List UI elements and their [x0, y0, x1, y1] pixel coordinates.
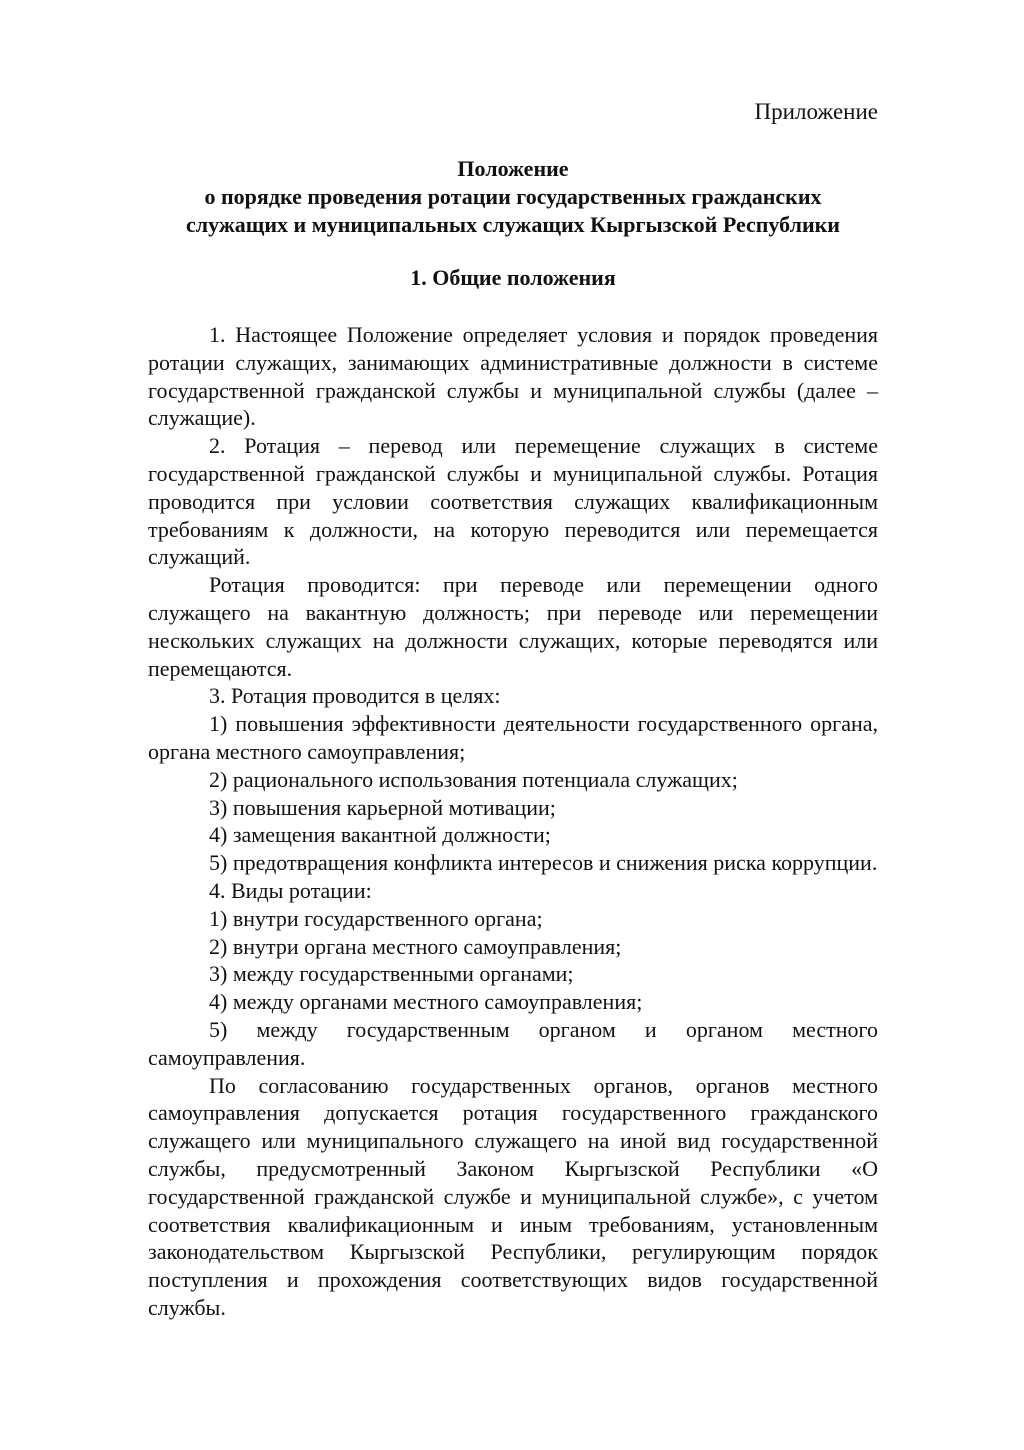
- section-heading: 1. Общие положения: [410, 265, 616, 290]
- list-item: 1) внутри государственного органа;: [209, 905, 543, 931]
- title-line: о порядке проведения ротации государственных гражданских: [204, 184, 822, 209]
- list-item: 3) повышения карьерной мотивации;: [209, 794, 556, 820]
- list-item: 5) предотвращения конфликта интересов и снижения риска коррупции.: [209, 850, 878, 876]
- paragraph: По согласованию государственных органов, органов местного самоуправления допускается ротация государственного гражданского служащего или муниципального служащего на иной вид государственной службы, предусмотренный Законом Кыргызской Республики «О государственной гражданской службе и муниципальной службе», с учетом соответствия квалификационным и иным требованиям, установленным законодательством Кыргызской Республики, регулирующим порядок поступления и прохождения соответствующих видов государственной службы.: [148, 1072, 878, 1320]
- list-item: 3) между государственными органами;: [209, 961, 574, 987]
- title-line: служащих и муниципальных служащих Кыргызской Республики: [186, 212, 840, 237]
- list-item: 2) внутри органа местного самоуправления;: [209, 933, 622, 959]
- paragraph: 3. Ротация проводится в целях:: [209, 683, 501, 709]
- list-item: 4) замещения вакантной должности;: [209, 822, 551, 848]
- list-item: 1) повышения эффективности деятельности государственного органа, органа местного самоуправления;: [148, 711, 878, 764]
- list-item: 2) рационального использования потенциала служащих;: [209, 766, 738, 792]
- list-item: 5) между государственным органом и органом местного самоуправления.: [148, 1016, 878, 1070]
- document-title: [148, 155, 878, 239]
- paragraph: 1. Настоящее Положение определяет условия и порядок проведения ротации служащих, занимающих административные должности в системе государственной гражданской службы и муниципальной службы (далее – служащие).: [148, 322, 878, 431]
- paragraph: 4. Виды ротации:: [209, 877, 372, 903]
- paragraph: 2. Ротация – перевод или перемещение служащих в системе государственной гражданской службы и муниципальной службы. Ротация проводится при условии соответствия служащих квалификационным требованиям к должности, на которую переводится или перемещается служащий.: [148, 433, 878, 570]
- list-item: 4) между органами местного самоуправления;: [209, 989, 643, 1015]
- document-body: [148, 321, 878, 1322]
- appendix-label: Приложение: [754, 99, 878, 124]
- title-line: Положение: [457, 156, 569, 181]
- paragraph: Ротация проводится: при переводе или перемещении одного служащего на вакантную должность; при переводе или перемещении нескольких служащих на должности служащих, которые переводятся или перемещаются.: [148, 572, 878, 681]
